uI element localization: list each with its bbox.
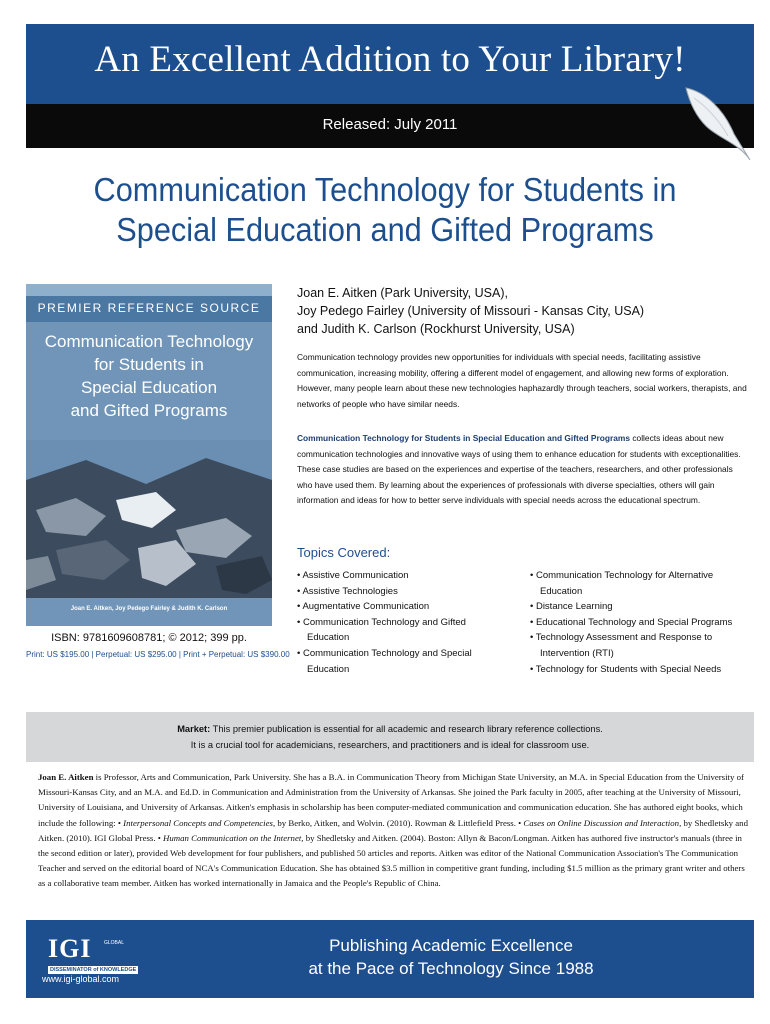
list-item: • Communication Technology for Alternative Education: [530, 570, 714, 597]
list-item: • Communication Technology and Gifted Education: [297, 616, 466, 644]
list-item: • Augmentative Communication: [297, 601, 430, 613]
price-line: Print: US $195.00 | Perpetual: US $295.00 | Print + Perpetual: US $390.00: [26, 650, 290, 659]
cover-series-band: [26, 296, 272, 322]
cover-title: Communication Technology for Students in Special Education and Gifted Programs: [44, 332, 254, 420]
book-cover: [26, 284, 272, 626]
list-item: • Assistive Communication: [297, 570, 409, 581]
list-item: • Technology Assessment and Response to Intervention (RTI): [530, 632, 713, 659]
footer-slogan: Publishing Academic Excellence at the Pace of Technology Since 1988: [308, 936, 594, 978]
list-item: • Educational Technology and Special Programs: [530, 616, 733, 628]
book-title: Communication Technology for Students in Special Education and Gifted Programs: [93, 171, 677, 248]
footer-banner: [26, 920, 754, 998]
bio-name: Joan E. Aitken: [38, 772, 94, 782]
list-item: • Assistive Technologies: [297, 585, 398, 597]
description-paragraph-1: Communication technology provides new opportunities for individuals with special needs, facilitating assistive communication, increasing mobility, offering a different model of engagement, and allowing new forms of exploration. However, many people learn about these new technologies haphazardly through teachers, social workers, therapists, and networks of people who have similar needs.: [297, 352, 747, 409]
description-paragraph-2: Communication Technology for Students in Special Education and Gifted Programs collects ideas about new communication technologies and innovative ways of using them to enhance education for students with exceptionalities. These case studies are based on the experiences and expertise of the teachers, researchers, and other professionals who have used them. By learning about the experiences of professionals with diverse specialties, others will gain information and ideas for how to better serve individuals with special needs across the educational spectrum.: [297, 433, 741, 506]
isbn-line: ISBN: 9781609608781; © 2012; 399 pp.: [51, 632, 247, 644]
list-item: • Communication Technology and Special Education: [297, 647, 472, 675]
header-banner: [26, 24, 754, 104]
topics-heading: Topics Covered:: [297, 545, 391, 560]
topics-list-left: [297, 568, 497, 677]
website-link[interactable]: www.igi-global.com: [42, 974, 120, 984]
page-curl-icon: [684, 82, 754, 162]
author-bio: Joan E. Aitken is Professor, Arts and Communication, Park University. She has a B.A. in Communication Theory from Michigan State University, an M.A. in Special Education from the University of Missouri-Kansas City, and an M.A. and Ed.D. in Communication and Administration from the University of Arkansas. She joined the Park faculty in 2005, after teaching at the University of Missouri, University of Louisiana, and University of Arkansas. Aitken's emphasis in scholarship has been computer-mediated communication and communication education. She has authored eight books, which include the following: • Interpersonal Concepts and Competencies, by Berko, Aitken, and Wolvin. (2010). Rowman & Littlefield Press. • Cases on Online Discussion and Interaction, by Shedletsky and Aitken. (2010). IGI Global Press. • Human Communication on the Internet, by Shedletsky and Aitken. (2004). Boston: Allyn & Bacon/Longman. Aitken has authored five instructor's manuals (three in the second edition or later), provided Web development for four publishers, and published 50 articles and reports. Aitken was editor of the National Communication Association's The Communication Teacher and served on the editorial board of NCA's Communication Education. She has obtained $3.5 million in competitive grant funding, including $1.5 million as the primary grant writer and others as a collaborative team member. Aitken has worked internationally in Jamaica and the People's Republic of China.: [38, 772, 748, 889]
list-item: • Technology for Students with Special Needs: [530, 663, 722, 675]
author-list: Joan E. Aitken (Park University, USA), Joy Pedego Fairley (University of Missouri - Kansas City, USA) and Judith K. Carlson (Rockhurst University, USA): [297, 286, 645, 336]
topics-list-right: [530, 568, 750, 677]
banner-title: An Excellent Addition to Your Library!: [94, 39, 686, 80]
release-date: Released: July 2011: [322, 116, 458, 133]
cover-authors: Joan E. Aitken, Joy Pedego Fairley & Judith K. Carlson: [70, 606, 228, 612]
igi-global-logo: IGI GLOBAL DISSEMINATOR of KNOWLEDGE: [48, 934, 137, 973]
market-label: Market:: [177, 724, 211, 734]
cover-series: PREMIER REFERENCE SOURCE: [37, 301, 261, 315]
list-item: • Distance Learning: [530, 601, 613, 613]
market-box: Market: This premier publication is essential for all academic and research library reference collections. It is a crucial tool for academicians, researchers, and practitioners and is ideal for classroom use.: [26, 712, 754, 762]
release-bar: [26, 104, 754, 148]
puzzle-image: [26, 440, 272, 598]
